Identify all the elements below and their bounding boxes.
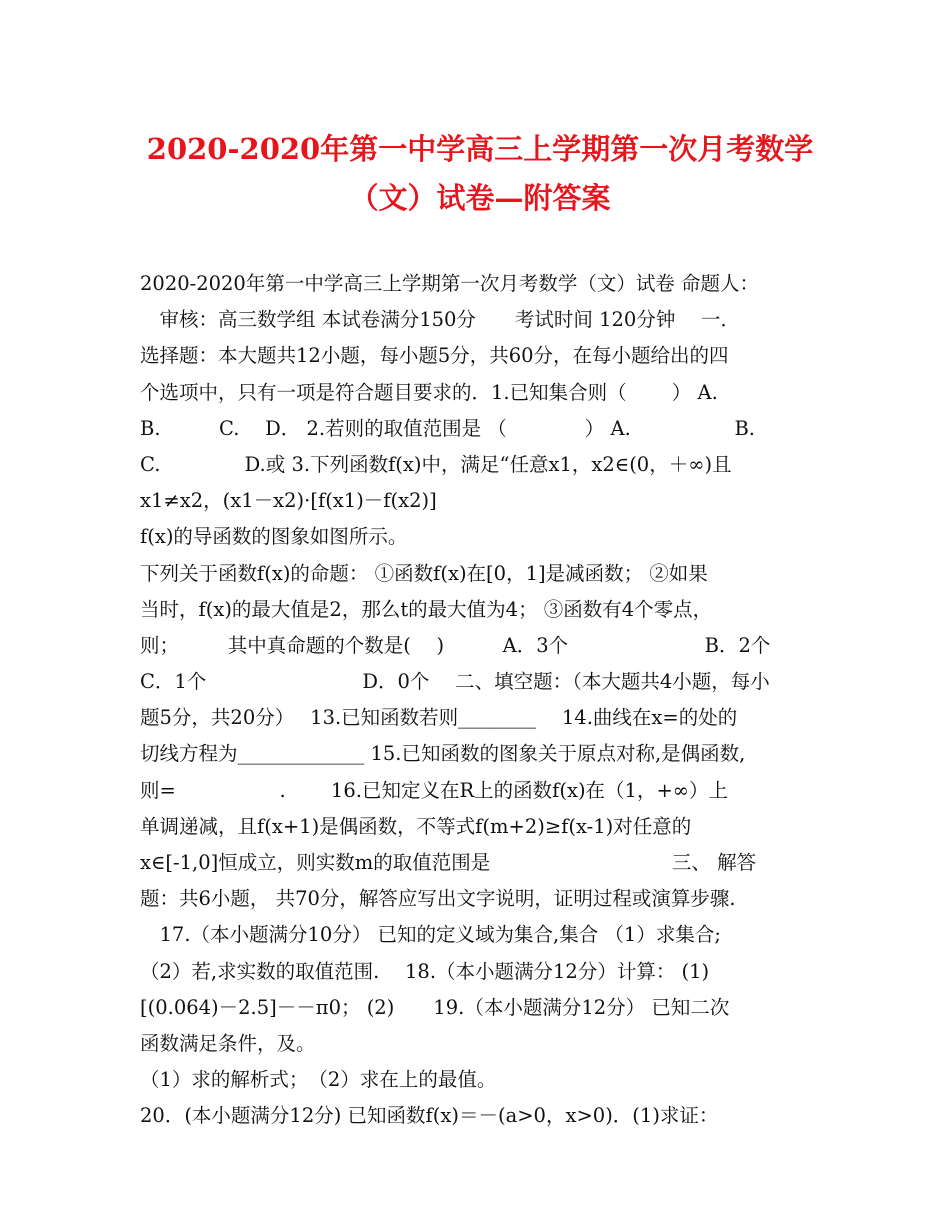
body-line: （2）若,求实数的取值范围. 18.（本小题满分12分）计算： (1) <box>140 959 710 983</box>
body-line: 题5分，共20分） 13.已知函数若则________ 14.曲线在x=的处的 <box>140 706 738 730</box>
body-line: x1≠x2，(x1－x2)·[f(x1)－f(x2)] <box>140 489 437 513</box>
body-line: 切线方程为_____________ 15.已知函数的图象关于原点对称,是偶函数, <box>140 742 746 766</box>
body-line: B. C. D． 2.若则的取值范围是 （ ） A. B. <box>140 416 755 440</box>
title-line-1: 2020-2020年第一中学高三上学期第一次月考数学 <box>146 132 814 166</box>
body-line: 20．(本小题满分12分) 已知函数f(x)＝－(a>0，x>0)．(1)求证： <box>140 1104 719 1128</box>
body-line: C. D.或 3.下列函数f(x)中，满足“任意x1，x2∈(0，＋∞)且 <box>140 452 732 476</box>
body-line: 下列关于函数f(x)的命题： ①函数f(x)在[0，1]是减函数； ②如果 <box>140 561 708 585</box>
body-line: x∈[-1,0]恒成立，则实数m的取值范围是 三、 解答 <box>140 851 757 874</box>
body-line: 函数满足条件，及。 <box>140 1031 316 1055</box>
body-line: 个选项中，只有一项是符合题目要求的．1.已知集合则（ ） A. <box>140 380 718 404</box>
document-title <box>120 125 840 223</box>
body-line: 当时，f(x)的最大值是2，那么t的最大值为4； ③函数有4个零点， <box>140 597 713 621</box>
document-page <box>140 125 820 1135</box>
body-line: 17.（本小题满分10分） 已知的定义域为集合,集合 （1）求集合; <box>140 923 721 947</box>
body-line: C．1个 D．0个 二、填空题：（本大题共4小题，每小 <box>140 670 770 694</box>
document-body <box>140 266 820 1135</box>
body-line: 则= . 16.已知定义在R上的函数f(x)在（1，+∞）上 <box>140 778 729 802</box>
body-line: 审核：高三数学组 本试卷满分150分 考试时间 120分钟 一． <box>140 308 741 332</box>
body-line: （1）求的解析式； （2）求在上的最值。 <box>140 1068 497 1092</box>
body-line: f(x)的导函数的图象如图所示。 <box>140 525 408 549</box>
body-line: 题：共6小题， 共70分，解答应写出文字说明，证明过程或演算步骤. <box>140 887 736 911</box>
body-line: 单调递减，且f(x+1)是偶函数，不等式f(m+2)≥f(x-1)对任意的 <box>140 814 692 838</box>
body-line: 选择题：本大题共12小题，每小题5分，共60分，在每小题给出的四 <box>140 344 729 368</box>
body-line: [(0.064)－2.5]－－π0； (2) 19.（本小题满分12分） 已知二次 <box>140 995 730 1019</box>
body-line: 则； 其中真命题的个数是( ) A．3个 B．2个 <box>140 633 771 657</box>
title-line-2: （文）试卷—附答案 <box>349 181 611 215</box>
body-line: 2020-2020年第一中学高三上学期第一次月考数学（文）试卷 命题人： <box>140 272 760 295</box>
